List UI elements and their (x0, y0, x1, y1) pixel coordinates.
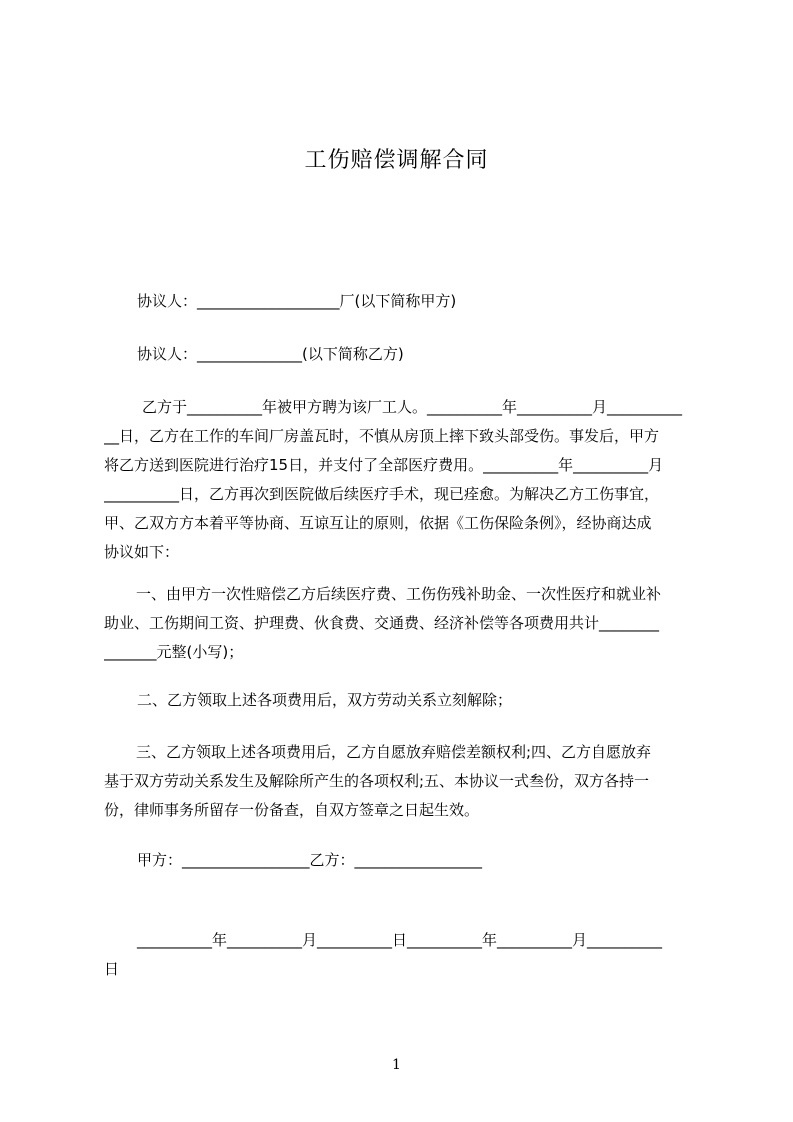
paragraph-1-line: __日，乙方在工作的车间厂房盖瓦时，不慎从房顶上摔下致头部受伤。事发后，甲方 (104, 427, 660, 445)
date-line-tail: 日 (104, 960, 120, 978)
party-b-line: 协议人：______________(以下简称乙方) (137, 345, 404, 363)
paragraph-2-line: _______元整(小写)； (104, 643, 244, 661)
paragraph-3: 二、乙方领取上述各项费用后，双方劳动关系立刻解除； (137, 691, 513, 709)
paragraph-1-line: 协议如下： (104, 543, 180, 561)
paragraph-2-line: 一、由甲方一次性赔偿乙方后续医疗费、工伤伤残补助金、一次性医疗和就业补 (136, 585, 662, 603)
paragraph-4 (104, 742, 700, 829)
paragraph-4-line: 三、乙方领取上述各项费用后，乙方自愿放弃赔偿差额权利;四、乙方自愿放弃 (136, 743, 652, 761)
paragraph-1-line: 将乙方送到医院进行治疗15日，并支付了全部医疗费用。__________年__________月 (104, 456, 664, 474)
paragraph-2 (104, 584, 700, 671)
paragraph-2-line: 助业、工伤期间工资、护理费、伙食费、交通费、经济补偿等各项费用共计________ (104, 614, 660, 632)
paragraph-4-line: 基于双方劳动关系发生及解除所产生的各项权利;五、本协议一式叁份，双方各持一 (104, 772, 650, 790)
paragraph-4-line: 份，律师事务所留存一份备查，自双方签章之日起生效。 (104, 801, 480, 819)
signature-line: 甲方：_________________乙方：_________________ (137, 851, 483, 869)
paragraph-1 (104, 397, 700, 571)
paragraph-1-line: __________日，乙方再次到医院做后续医疗手术，现已痊愈。为解决乙方工伤事宜， (104, 485, 660, 503)
date-line: __________年__________月__________日__________年__________月__________ (137, 931, 663, 949)
document-title: 工伤赔偿调解合同 (304, 148, 489, 173)
paragraph-1-line: 甲、乙双方方本着平等协商、互谅互让的原则，依据《工伤保险条例》，经协商达成 (104, 514, 652, 532)
paragraph-1-line: 乙方于__________年被甲方聘为该厂工人。__________年__________月__________ (142, 398, 683, 416)
date-block (104, 930, 700, 988)
page-number: 1 (392, 1057, 401, 1073)
party-a-line: 协议人：___________________厂(以下简称甲方) (137, 292, 457, 310)
